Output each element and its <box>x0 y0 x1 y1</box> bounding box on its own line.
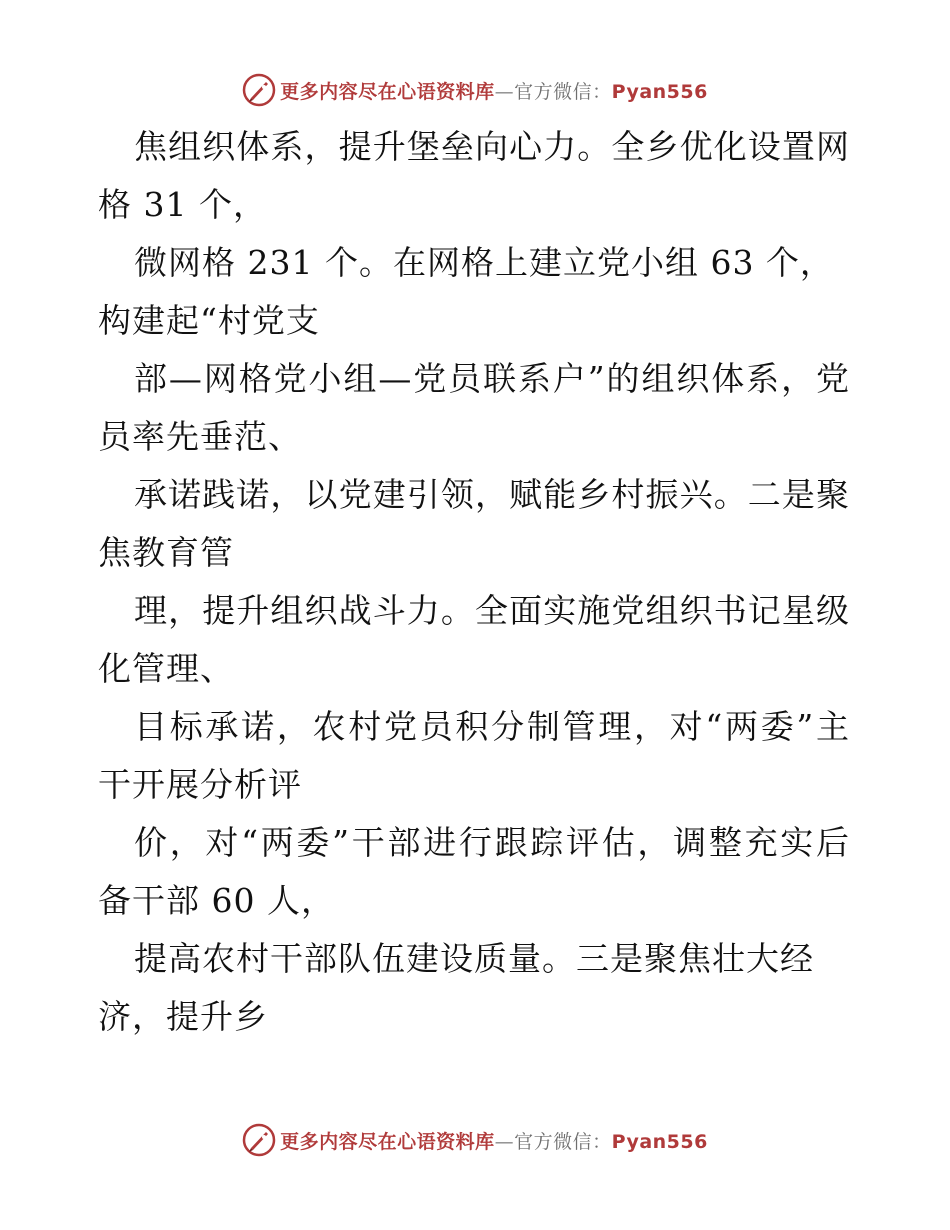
text-line: 目标承诺，农村党员积分制管理，对“两委”主 <box>134 707 850 746</box>
quill-pen-logo-icon <box>242 73 276 107</box>
text-line: 焦组织体系，提升堡垒向心力。全乡优化设置网 <box>134 127 850 166</box>
text-line: 微网格 231 个。在网格上建立党小组 63 个， <box>134 243 834 282</box>
footer-banner <box>0 1120 950 1160</box>
text-line: 理，提升组织战斗力。全面实施党组织书记星级 <box>134 591 850 630</box>
text-line: 焦教育管 <box>98 533 234 572</box>
banner-dash: — <box>494 1130 515 1153</box>
quill-pen-logo-icon <box>242 1123 276 1157</box>
text-line: 部—网格党小组—党员联系户”的组织体系，党 <box>134 359 850 398</box>
banner-dash: — <box>494 80 515 103</box>
text-line: 备干部 60 人， <box>98 881 335 920</box>
header-banner <box>0 70 950 110</box>
text-line: 济，提升乡 <box>98 997 268 1036</box>
banner-site-text: 更多内容尽在心语资料库 <box>280 80 495 103</box>
banner-contact-id: Pyan556 <box>611 1130 708 1153</box>
text-line: 价，对“两委”干部进行跟踪评估，调整充实后 <box>134 823 850 862</box>
banner-contact-id: Pyan556 <box>611 80 708 103</box>
text-line: 员率先垂范、 <box>98 417 302 456</box>
text-line: 化管理、 <box>98 649 234 688</box>
text-line: 提高农村干部队伍建设质量。三是聚焦壮大经 <box>134 939 814 978</box>
text-line: 构建起“村党支 <box>98 301 320 340</box>
text-line: 干开展分析评 <box>98 765 302 804</box>
banner-contact-label: 官方微信： <box>514 1130 612 1153</box>
banner-site-text: 更多内容尽在心语资料库 <box>280 1130 495 1153</box>
banner-contact-label: 官方微信： <box>514 80 612 103</box>
text-line: 格 31 个， <box>98 185 267 224</box>
text-line: 承诺践诺，以党建引领，赋能乡村振兴。二是聚 <box>134 475 850 514</box>
